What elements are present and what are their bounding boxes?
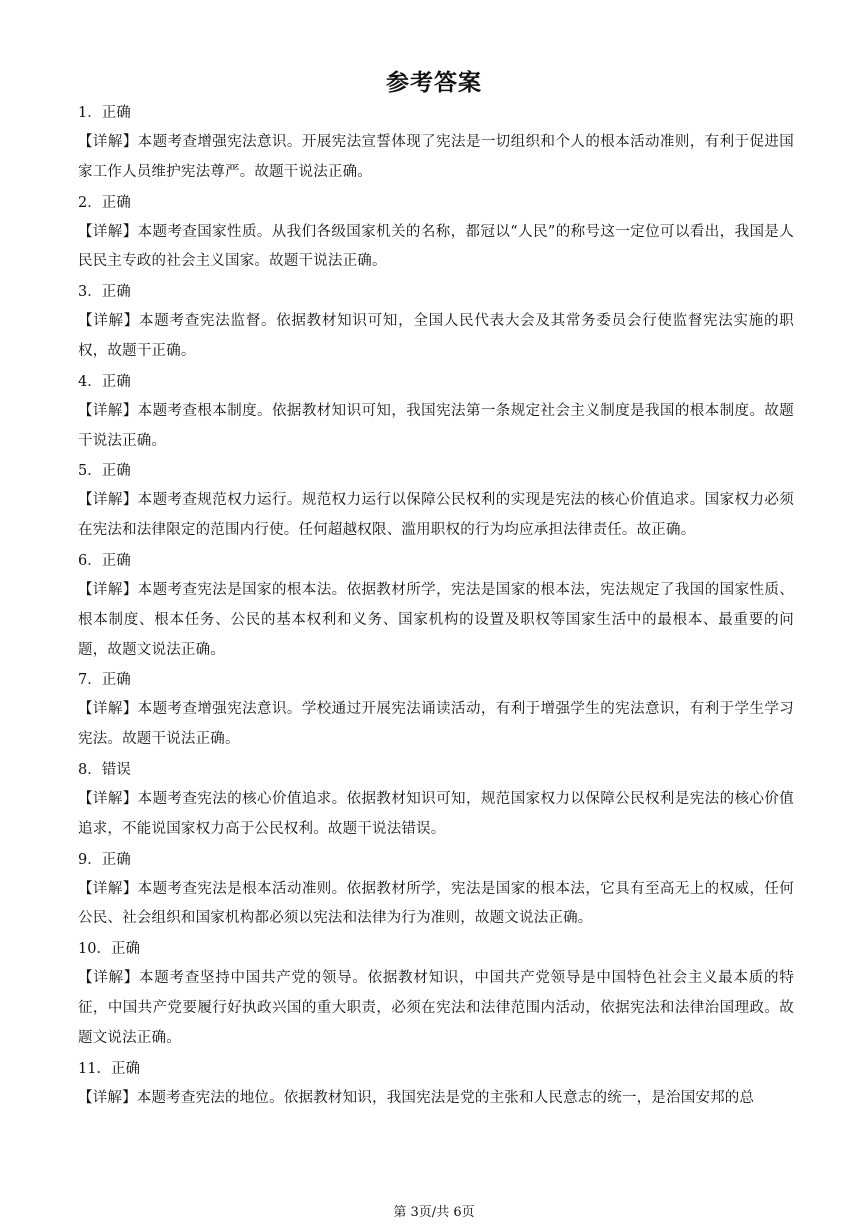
page-title: 参考答案 (386, 69, 482, 96)
answer-item (78, 188, 794, 278)
answer-detail: 【详解】本题考查宪法是根本活动准则。依据教材所学，宪法是国家的根本法，它具有至高无上的权威，任何公民、社会组织和国家机构都必须以宪法和法律为行为准则，故题文说法正确。 (78, 880, 794, 927)
answer-item (78, 98, 794, 188)
answer-detail: 【详解】本题考查宪法监督。依据教材知识可知，全国人民代表大会及其常务委员会行使监督宪法实施的职权，故题干正确。 (78, 313, 794, 359)
answer-detail: 【详解】本题考查宪法的地位。依据教材知识，我国宪法是党的主张和人民意志的统一，是治国安邦的总 (78, 1089, 755, 1106)
answer-detail: 【详解】本题考查规范权力运行。规范权力运行以保障公民权利的实现是宪法的核心价值追求。国家权力必须在宪法和法律限定的范围内行使。任何超越权限、滥用职权的行为均应承担法律责任。故正确。 (78, 492, 794, 539)
page-number-footer: 第 3页/共 6页 (393, 1205, 475, 1220)
answer-detail: 【详解】本题考查坚持中国共产党的领导。依据教材知识，中国共产党领导是中国特色社会主义最本质的特征，中国共产党要履行好执政兴国的重大职责，必须在宪法和法律范围内活动，依据宪法和法律治国理政。故题文说法正确。 (78, 970, 794, 1046)
answer-head: 6．正确 (78, 552, 131, 569)
answer-item (78, 1054, 794, 1114)
answer-head: 4．正确 (78, 373, 131, 390)
answer-item (78, 755, 794, 845)
answer-head: 5．正确 (78, 463, 131, 480)
answer-head: 3．正确 (78, 284, 131, 301)
answer-detail: 【详解】本题考查增强宪法意识。学校通过开展宪法诵读活动，有利于增强学生的宪法意识，有利于学生学习宪法。故题干说法正确。 (78, 701, 794, 748)
answer-head: 10．正确 (78, 941, 140, 958)
answer-head: 2．正确 (78, 194, 131, 211)
answer-item (78, 456, 794, 546)
answer-detail: 【详解】本题考查国家性质。从我们各级国家机关的名称，都冠以“人民”的称号这一定位可以看出，我国是人民民主专政的社会主义国家。故题干说法正确。 (78, 223, 794, 270)
answer-head: 7．正确 (78, 672, 131, 689)
answer-item (78, 665, 794, 755)
answer-list (78, 98, 794, 1113)
answer-item (78, 845, 794, 935)
answer-head: 8．错误 (78, 761, 131, 778)
answer-item (78, 277, 794, 367)
answer-detail: 【详解】本题考查根本制度。依据教材知识可知，我国宪法第一条规定社会主义制度是我国的根本制度。故题干说法正确。 (78, 402, 794, 449)
answer-detail: 【详解】本题考查增强宪法意识。开展宪法宣誓体现了宪法是一切组织和个人的根本活动准则，有利于促进国家工作人员维护宪法尊严。故题干说法正确。 (78, 134, 794, 180)
answer-item (78, 367, 794, 457)
answer-detail: 【详解】本题考查宪法是国家的根本法。依据教材所学，宪法是国家的根本法，宪法规定了我国的国家性质、根本制度、根本任务、公民的基本权利和义务、国家机构的设置及职权等国家生活中的最根本、最重要的问题，故题文说法正确。 (78, 581, 794, 658)
answer-item (78, 934, 794, 1053)
answer-head: 11．正确 (78, 1060, 140, 1077)
answer-head: 9．正确 (78, 851, 131, 868)
answer-head: 1．正确 (78, 105, 131, 121)
answer-item (78, 546, 794, 665)
answer-detail: 【详解】本题考查宪法的核心价值追求。依据教材知识可知，规范国家权力以保障公民权利是宪法的核心价值追求，不能说国家权力高于公民权利。故题干说法错误。 (78, 790, 794, 837)
